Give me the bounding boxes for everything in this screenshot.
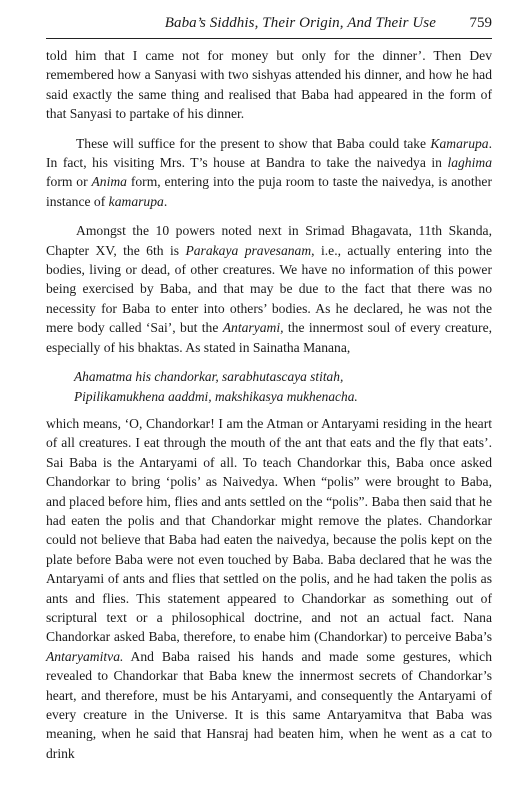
running-title: Baba’s Siddhis, Their Origin, And Their Use [164, 15, 436, 31]
text-run: Amongst the 10 powers noted next in Srimad Bhagavata, 11th Skanda, Chapter XV, the 6th is [46, 223, 492, 258]
italic-term: laghima [447, 155, 492, 171]
paragraph-4 [46, 414, 492, 763]
page-number: 759 [469, 15, 492, 31]
text-run: form or [46, 174, 92, 190]
text-run: which means, ‘O, Chandorkar! I am the Atman or Antaryami residing in the heart of all creatures. I eat through the mouth of the ant that eats and the fly that eats’. Sai Baba is the Antaryami of all. To teach Chandorkar this, Baba once asked Chandorkar to bring ‘polis’ as Naivedya. When “polis” were brought to Baba, and placed before him, flies and ants settled on the “polis”. Baba then said that he had eaten the polis and that Chandorkar might remove the plates. Chandorkar could not believe that Baba had eaten the naivedya, because the polis kept on the plate before Baba were not even touched by Baba. Baba declared that he was the Antaryami of ants and flies that settled on the polis, and he had taken the polis as ants and flies. This statement appeared to Chandorkar as something out of scriptural text or a philosophical doctrine, and not an actual fact. Nana Chandorkar asked Baba, therefore, to enabe him (Chandorkar) to perceive Baba’s [46, 415, 492, 645]
verse-line-1: Ahamatma his chandorkar, sarabhutascaya stitah, [74, 369, 344, 385]
text-run: . [163, 193, 168, 209]
text-run: These will suffice for the present to show that Baba could take [76, 135, 431, 151]
text-run: And Baba raised his hands and made some gestures, which revealed to Chandorkar that Baba knew the innermost secrets of Chandorkar’s heart, and therefore, must be his Antaryami, and consequently the Antaryami of every creature in the Universe. It is this same Antaryamitva that Baba was meaning, when he said that Hansraj had beaten him, when he went as a cat to drink [46, 648, 492, 761]
paragraph-1: told him that I came not for money but only for the dinner’. Then Dev remembered how a Sanyasi with two sishyas attended his dinner, and how he had said exactly the same thing and realised that Baba had appeared in the form of that Sanyasi to partake of his dinner. [46, 48, 492, 122]
verse-line-2: Pipilikamukhena aaddmi, makshikasya mukhenacha. [74, 388, 358, 404]
italic-term: Antaryami, [222, 320, 284, 336]
text-run: , i.e., actually entering into the bodies, living or dead, of other creatures. We have no information of this power being exercised by Baba, and that may be due to the fact that there was no necessity for Baba to enter into others’ bodies. As he declared, he was not the mere body called ‘Sai’, but the [46, 242, 492, 336]
running-header [46, 12, 492, 39]
paragraph-3 [46, 221, 492, 357]
verse-quote [74, 367, 492, 406]
text-run: form, entering into the puja room to taste the naivedya, is another instance of [46, 174, 492, 209]
page-body [46, 46, 492, 763]
italic-term: Anima [91, 174, 127, 190]
text-run: the innermost soul of every creature, especially of his bhaktas. As stated in Sainatha Manana, [46, 320, 492, 355]
italic-term: Parakaya pravesanam [185, 242, 312, 258]
paragraph-2 [46, 134, 492, 212]
italic-term: kamarupa [108, 193, 164, 209]
italic-term: Kamarupa [430, 135, 489, 151]
italic-term: Antaryamitva. [46, 648, 124, 664]
text-run: . In fact, his visiting Mrs. T’s house at Bandra to take the naivedya in [46, 135, 492, 171]
